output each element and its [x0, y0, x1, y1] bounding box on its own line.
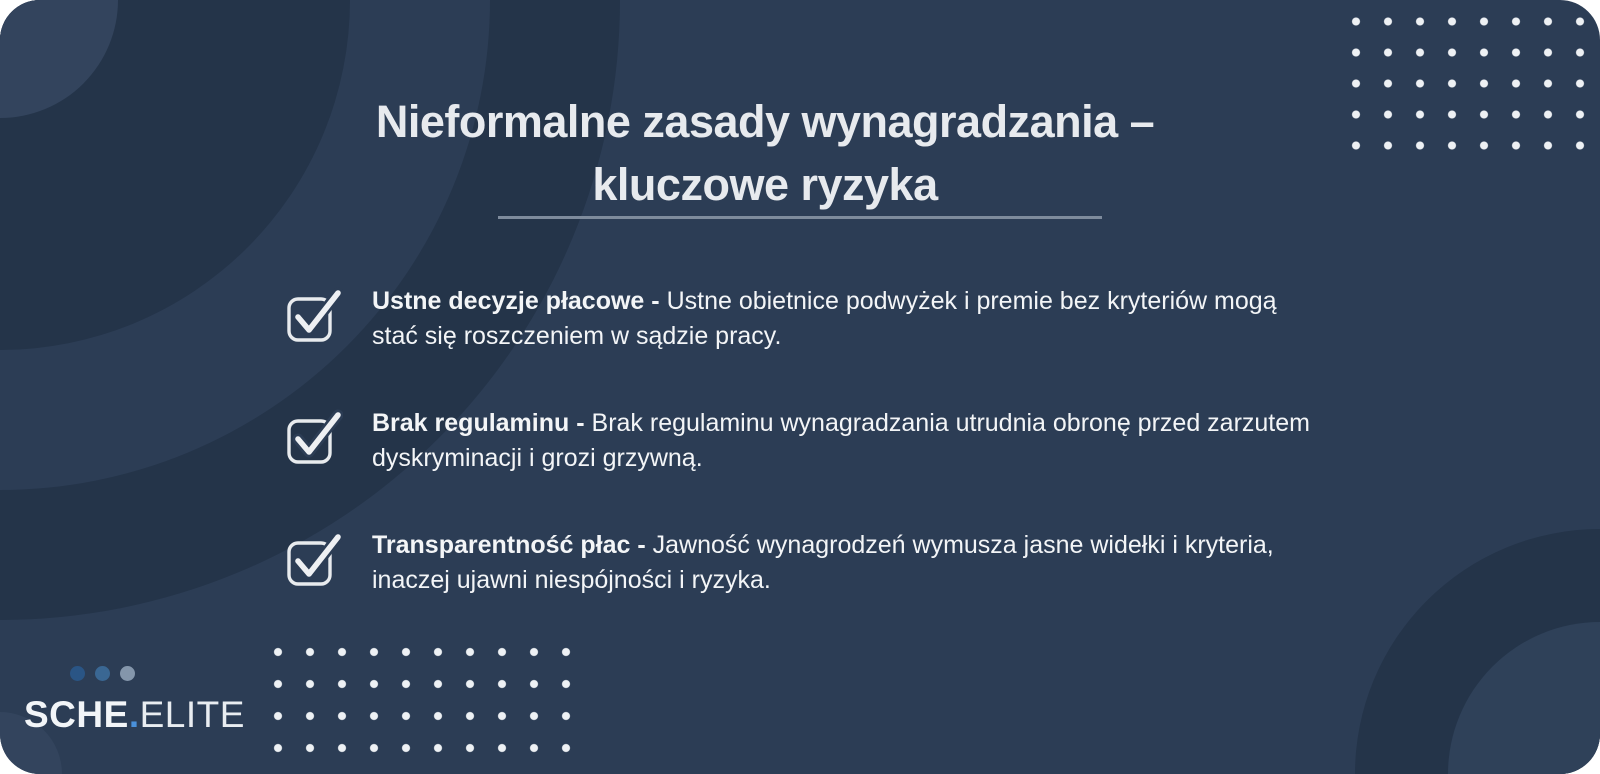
logo-accent-dots [70, 666, 245, 681]
checked-checkbox-icon [285, 528, 343, 588]
list-item-rest: Brak regulaminu wynagradzania utrudnia obronę przed zarzutem dyskryminacji i grozi grzywną. [372, 409, 1310, 472]
logo-brand-bold: SCHE [24, 694, 129, 735]
list-item-text [372, 406, 1327, 476]
list-item [285, 528, 1365, 598]
list-item-rest: Ustne obietnice podwyżek i premie bez kryteriów mogą stać się roszczeniem w sądzie pracy. [372, 287, 1277, 350]
logo-text [24, 694, 245, 736]
list-item-lead: Brak regulaminu - [372, 409, 585, 437]
accent-dot-icon [120, 666, 135, 681]
logo-brand-separator: . [128, 694, 140, 735]
dot-grid-top-right [1340, 6, 1596, 161]
list-item-lead: Transparentność płac - [372, 531, 646, 559]
list-item-lead: Ustne decyzje płacowe - [372, 287, 660, 315]
list-item-rest: Jawność wynagrodzeń wymusza jasne widełki i kryteria, inaczej ujawni niespójności i ryzyka. [372, 531, 1274, 594]
page-title-line2: kluczowe ryzyka [592, 159, 938, 211]
page-title-line1: Nieformalne zasady wynagradzania – [375, 96, 1155, 148]
title-underline [498, 216, 1102, 219]
list-item-text [372, 528, 1327, 598]
logo-brand-light: ELITE [139, 694, 245, 735]
page-title [165, 90, 1365, 216]
accent-dot-icon [95, 666, 110, 681]
accent-dot-icon [70, 666, 85, 681]
list-item [285, 406, 1365, 476]
checked-checkbox-icon [285, 284, 343, 344]
list-item [285, 284, 1365, 354]
list-item-text [372, 284, 1327, 354]
logo [24, 666, 245, 736]
dot-grid-bottom-left [262, 636, 582, 764]
checked-checkbox-icon [285, 406, 343, 466]
